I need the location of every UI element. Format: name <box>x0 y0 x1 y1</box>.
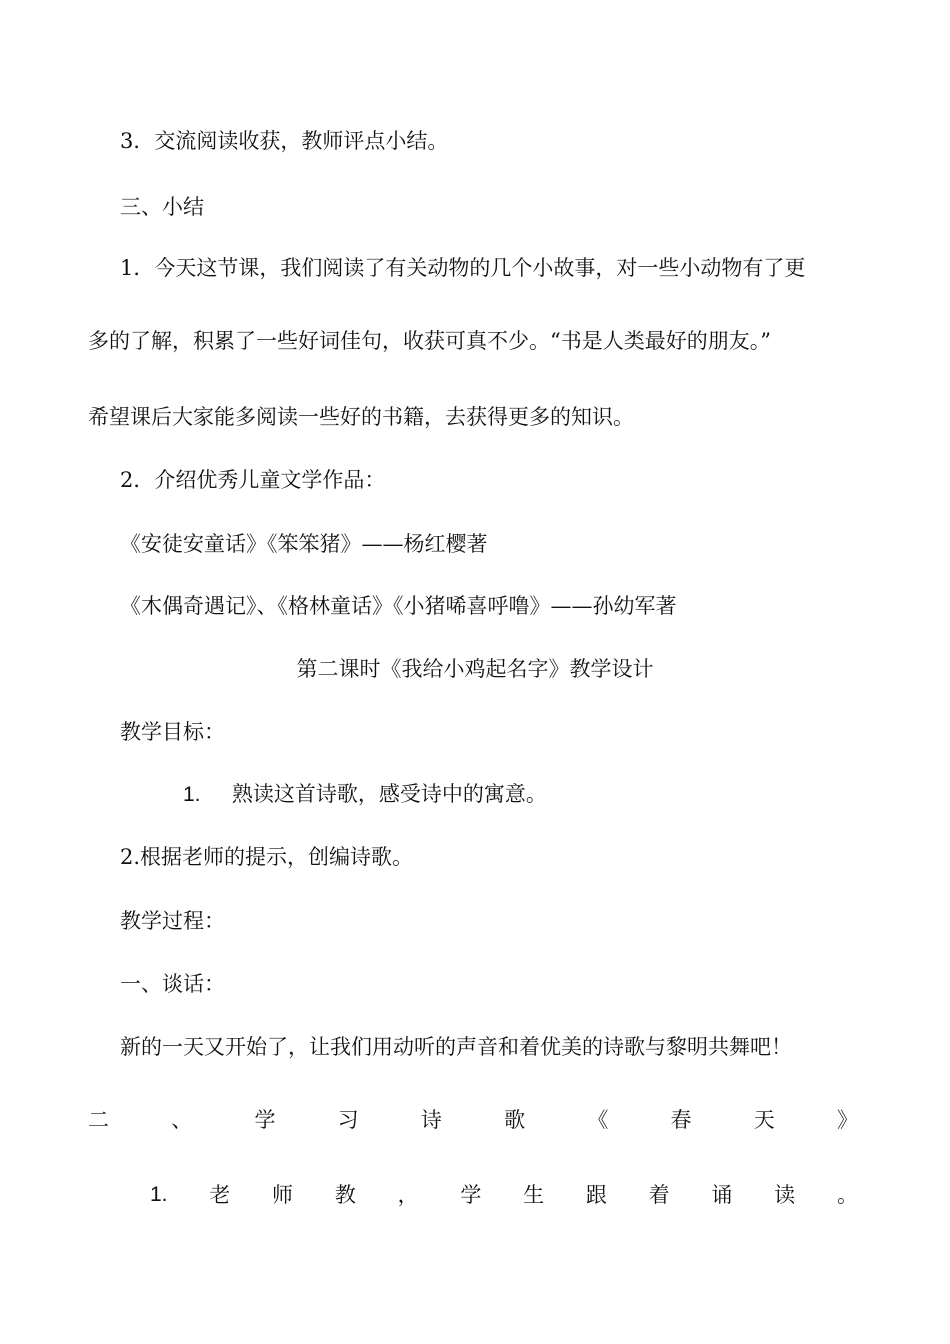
heading-summary: 三、小结 <box>120 195 204 219</box>
heading-teaching-process: 教学过程： <box>120 909 225 933</box>
heading-char: 春 <box>670 1108 692 1132</box>
heading-char: 习 <box>337 1108 359 1132</box>
heading-char: 》 <box>836 1108 858 1132</box>
paragraph-conversation: 新的一天又开始了，让我们用动听的声音和着优美的诗歌与黎明共舞吧！ <box>120 1035 792 1059</box>
heading-learn-poem <box>88 1106 858 1134</box>
heading-conversation: 一、谈话： <box>120 972 225 996</box>
heading-char: 学 <box>254 1108 276 1132</box>
heading-char: 歌 <box>504 1108 526 1132</box>
paragraph-summary-1b: 多的了解，积累了一些好词佳句，收获可真不少。“书是人类最好的朋友。” <box>88 329 771 353</box>
heading-char: 诗 <box>420 1108 442 1132</box>
goal-item-2: 2.根据老师的提示，创编诗歌。 <box>120 845 414 869</box>
heading-char: 天 <box>753 1108 775 1132</box>
step-char: 读 <box>774 1183 796 1207</box>
book-list-1: 《安徒安童话》《笨笨猪》——杨红樱著 <box>120 532 488 556</box>
step-char: 。 <box>836 1183 858 1207</box>
paragraph-summary-1c: 希望课后大家能多阅读一些好的书籍，去获得更多的知识。 <box>88 405 634 429</box>
heading-char: 二 <box>88 1108 109 1132</box>
step-teacher-reads <box>150 1181 858 1209</box>
step-char: 生 <box>523 1183 545 1207</box>
step-char: 老 <box>209 1183 231 1207</box>
goal-item-1-text: 熟读这首诗歌，感受诗中的寓意。 <box>231 782 547 806</box>
section-title: 第二课时《我给小鸡起名字》教学设计 <box>296 657 654 681</box>
paragraph-summary-1a: 1．今天这节课，我们阅读了有关动物的几个小故事，对一些小动物有了更 <box>120 256 806 280</box>
step-char: ， <box>397 1183 419 1207</box>
heading-char: 《 <box>587 1108 609 1132</box>
step-char: 诵 <box>711 1183 733 1207</box>
goal-item-1-number: 1. <box>183 783 201 806</box>
step-char: 教 <box>334 1183 356 1207</box>
step-char: 学 <box>460 1183 482 1207</box>
step-char: 跟 <box>585 1183 607 1207</box>
paragraph-reading-summary: 3．交流阅读收获，教师评点小结。 <box>120 129 449 153</box>
paragraph-recommend-books: 2．介绍优秀儿童文学作品： <box>120 468 386 492</box>
book-list-2: 《木偶奇遇记》、《格林童话》《小猪唏喜呼噜》——孙幼军著 <box>120 594 677 618</box>
step-number: 1. <box>150 1183 168 1206</box>
heading-teaching-goals: 教学目标： <box>120 720 225 744</box>
step-char: 师 <box>272 1183 294 1207</box>
goal-item-1 <box>183 780 547 809</box>
step-char: 着 <box>648 1183 670 1207</box>
heading-char: 、 <box>171 1108 193 1132</box>
